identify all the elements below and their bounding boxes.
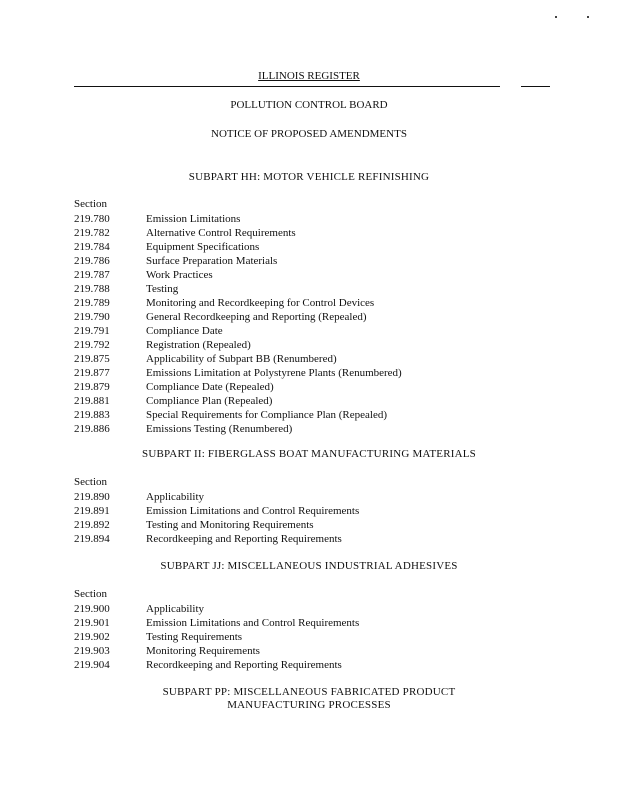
section-title: Monitoring Requirements <box>146 645 260 657</box>
section-entry <box>74 490 544 504</box>
section-number: 219.891 <box>74 505 110 517</box>
section-entry <box>74 422 544 436</box>
section-title: Recordkeeping and Reporting Requirements <box>146 533 342 545</box>
section-column-label: Section <box>74 198 107 210</box>
section-entry <box>74 658 544 672</box>
section-number: 219.792 <box>74 339 110 351</box>
section-title: Equipment Specifications <box>146 241 260 253</box>
header-rule-short <box>521 86 550 87</box>
section-title: Work Practices <box>146 269 213 281</box>
section-entry <box>74 338 544 352</box>
section-entry <box>74 268 544 282</box>
section-entry <box>74 254 544 268</box>
section-number: 219.883 <box>74 409 110 421</box>
section-number: 219.904 <box>74 659 110 671</box>
section-number: 219.902 <box>74 631 110 643</box>
subpart-jj-heading: SUBPART JJ: MISCELLANEOUS INDUSTRIAL ADHESIVES <box>160 560 458 572</box>
scan-speck <box>555 16 557 18</box>
section-entry <box>74 630 544 644</box>
subpart-ii-heading: SUBPART II: FIBERGLASS BOAT MANUFACTURING MATERIALS <box>142 448 476 460</box>
section-number: 219.892 <box>74 519 110 531</box>
section-title: Applicability of Subpart BB (Renumbered) <box>146 353 337 365</box>
section-column-label: Section <box>74 476 107 488</box>
section-title: Applicability <box>146 491 205 503</box>
section-entry <box>74 366 544 380</box>
section-title: Surface Preparation Materials <box>146 255 278 267</box>
register-title: ILLINOIS REGISTER <box>258 70 360 82</box>
notice-title: NOTICE OF PROPOSED AMENDMENTS <box>211 128 407 140</box>
section-entry <box>74 518 544 532</box>
subpart-pp-heading: SUBPART PP: MISCELLANEOUS FABRICATED PRODUCT <box>162 686 456 698</box>
section-number: 219.890 <box>74 491 110 503</box>
section-entry <box>74 282 544 296</box>
subpart-pp-heading-line2: MANUFACTURING PROCESSES <box>227 699 391 711</box>
section-number: 219.877 <box>74 367 110 379</box>
section-number: 219.789 <box>74 297 110 309</box>
section-number: 219.894 <box>74 533 110 545</box>
section-title: Emission Limitations and Control Requirements <box>146 617 360 629</box>
scan-speck <box>587 16 589 18</box>
board-title: POLLUTION CONTROL BOARD <box>230 99 388 111</box>
section-title: Emissions Limitation at Polystyrene Plants (Renumbered) <box>146 367 402 379</box>
section-entry <box>74 602 544 616</box>
subpart-jj-section-list <box>74 602 544 672</box>
section-number: 219.790 <box>74 311 110 323</box>
section-entry <box>74 352 544 366</box>
section-entry <box>74 380 544 394</box>
header-rule <box>74 86 500 87</box>
section-title: Emission Limitations and Control Requirements <box>146 505 360 517</box>
section-entry <box>74 394 544 408</box>
section-entry <box>74 616 544 630</box>
section-number: 219.875 <box>74 353 110 365</box>
section-number: 219.879 <box>74 381 110 393</box>
section-number: 219.901 <box>74 617 110 629</box>
section-title: Alternative Control Requirements <box>146 227 296 239</box>
section-title: Emissions Testing (Renumbered) <box>146 423 293 435</box>
section-number: 219.788 <box>74 283 110 295</box>
subpart-hh-heading: SUBPART HH: MOTOR VEHICLE REFINISHING <box>188 171 430 183</box>
section-number: 219.782 <box>74 227 110 239</box>
section-number: 219.786 <box>74 255 110 267</box>
section-title: Testing Requirements <box>146 631 243 643</box>
section-number: 219.784 <box>74 241 110 253</box>
section-title: Emission Limitations <box>146 213 241 225</box>
section-entry <box>74 310 544 324</box>
section-title: Compliance Date (Repealed) <box>146 381 274 393</box>
section-entry <box>74 324 544 338</box>
section-entry <box>74 504 544 518</box>
section-title: Recordkeeping and Reporting Requirements <box>146 659 342 671</box>
section-number: 219.900 <box>74 603 110 615</box>
section-entry <box>74 532 544 546</box>
section-title: Monitoring and Recordkeeping for Control Devices <box>146 297 375 309</box>
section-title: General Recordkeeping and Reporting (Repealed) <box>146 311 367 323</box>
section-title: Testing <box>146 283 179 295</box>
section-title: Registration (Repealed) <box>146 339 251 351</box>
subpart-hh-section-list <box>74 212 544 436</box>
section-number: 219.791 <box>74 325 110 337</box>
section-number: 219.787 <box>74 269 110 281</box>
section-entry <box>74 296 544 310</box>
section-title: Special Requirements for Compliance Plan (Repealed) <box>146 409 388 421</box>
section-column-label: Section <box>74 588 107 600</box>
section-entry <box>74 212 544 226</box>
section-number: 219.780 <box>74 213 110 225</box>
section-number: 219.881 <box>74 395 110 407</box>
section-entry <box>74 408 544 422</box>
subpart-ii-section-list <box>74 490 544 546</box>
section-entry <box>74 644 544 658</box>
section-title: Testing and Monitoring Requirements <box>146 519 314 531</box>
section-title: Compliance Plan (Repealed) <box>146 395 273 407</box>
section-number: 219.886 <box>74 423 110 435</box>
section-entry <box>74 226 544 240</box>
section-title: Compliance Date <box>146 325 223 337</box>
section-number: 219.903 <box>74 645 110 657</box>
section-entry <box>74 240 544 254</box>
section-title: Applicability <box>146 603 205 615</box>
